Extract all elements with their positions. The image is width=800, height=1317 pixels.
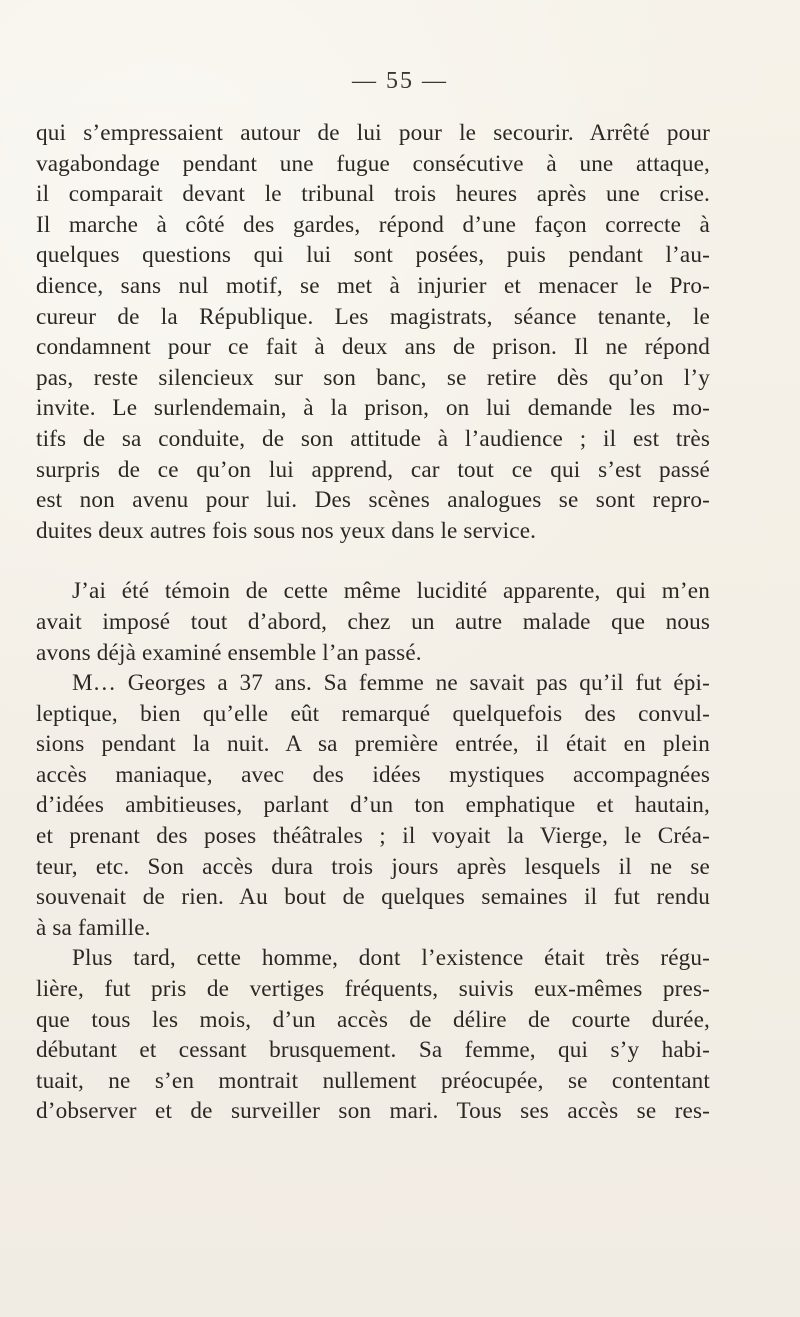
text-line: à sa famille.	[36, 914, 151, 941]
paragraph-2	[36, 576, 710, 668]
text-line: il comparait devant le tribunal trois heures après une crise.	[36, 181, 710, 208]
text-line: dience, sans nul motif, se met à injurier et menacer le Pro-	[36, 272, 710, 299]
text-line: lière, fut pris de vertiges fréquents, suivis eux-mêmes pres-	[36, 976, 710, 1003]
text-line: surpris de ce qu’on lui apprend, car tout ce qui s’est passé	[36, 456, 710, 483]
text-line: quelques questions qui lui sont posées, puis pendant l’au-	[36, 242, 710, 269]
text-line: teur, etc. Son accès dura trois jours après lesquels il ne se	[36, 853, 710, 880]
text-line: et prenant des poses théâtrales ; il voyait la Vierge, le Créa-	[36, 823, 710, 850]
paragraph-1	[36, 118, 710, 546]
text-line: avait imposé tout d’abord, chez un autre malade que nous	[36, 608, 710, 635]
paragraph-gap	[36, 546, 710, 576]
text-line: d’idées ambitieuses, parlant d’un ton emphatique et hautain,	[36, 792, 710, 819]
text-line: vagabondage pendant une fugue consécutive à une attaque,	[36, 150, 710, 177]
text-line: que tous les mois, d’un accès de délire de courte durée,	[36, 1006, 710, 1033]
text-line: avons déjà examiné ensemble l’an passé.	[36, 639, 422, 666]
paragraph-4	[36, 943, 710, 1127]
text-line: sions pendant la nuit. A sa première entrée, il était en plein	[36, 731, 710, 758]
text-line: J’ai été témoin de cette même lucidité apparente, qui m’en	[72, 578, 710, 605]
text-line: M… Georges a 37 ans. Sa femme ne savait pas qu’il fut épi-	[72, 670, 710, 697]
text-line: duites deux autres fois sous nos yeux dans le service.	[36, 517, 537, 544]
text-line: condamnent pour ce fait à deux ans de prison. Il ne répond	[36, 334, 710, 361]
text-line: qui s’empressaient autour de lui pour le secourir. Arrêté pour	[36, 120, 710, 146]
text-line: tuait, ne s’en montrait nullement préocupée, se contentant	[36, 1067, 710, 1094]
text-line: débutant et cessant brusquement. Sa femme, qui s’y habi-	[36, 1037, 710, 1064]
page-text	[36, 118, 710, 1127]
text-line: pas, reste silencieux sur son banc, se retire dès qu’on l’y	[36, 364, 710, 391]
text-line: accès maniaque, avec des idées mystiques accompagnées	[36, 761, 710, 788]
paragraph-3	[36, 668, 710, 943]
text-line: tifs de sa conduite, de son attitude à l’audience ; il est très	[36, 425, 710, 452]
text-line: Plus tard, cette homme, dont l’existence était très régu-	[72, 945, 710, 972]
text-line: d’observer et de surveiller son mari. Tous ses accès se res-	[36, 1098, 710, 1125]
text-line: souvenait de rien. Au bout de quelques semaines il fut rendu	[36, 884, 710, 911]
text-line: cureur de la République. Les magistrats, séance tenante, le	[36, 303, 710, 330]
page-number: — 55 —	[352, 68, 448, 94]
text-line: est non avenu pour lui. Des scènes analogues se sont repro-	[36, 487, 710, 514]
text-line: leptique, bien qu’elle eût remarqué quelquefois des convul-	[36, 700, 710, 727]
text-line: invite. Le surlendemain, à la prison, on lui demande les mo-	[36, 395, 710, 422]
text-line: Il marche à côté des gardes, répond d’une façon correcte à	[36, 211, 710, 238]
